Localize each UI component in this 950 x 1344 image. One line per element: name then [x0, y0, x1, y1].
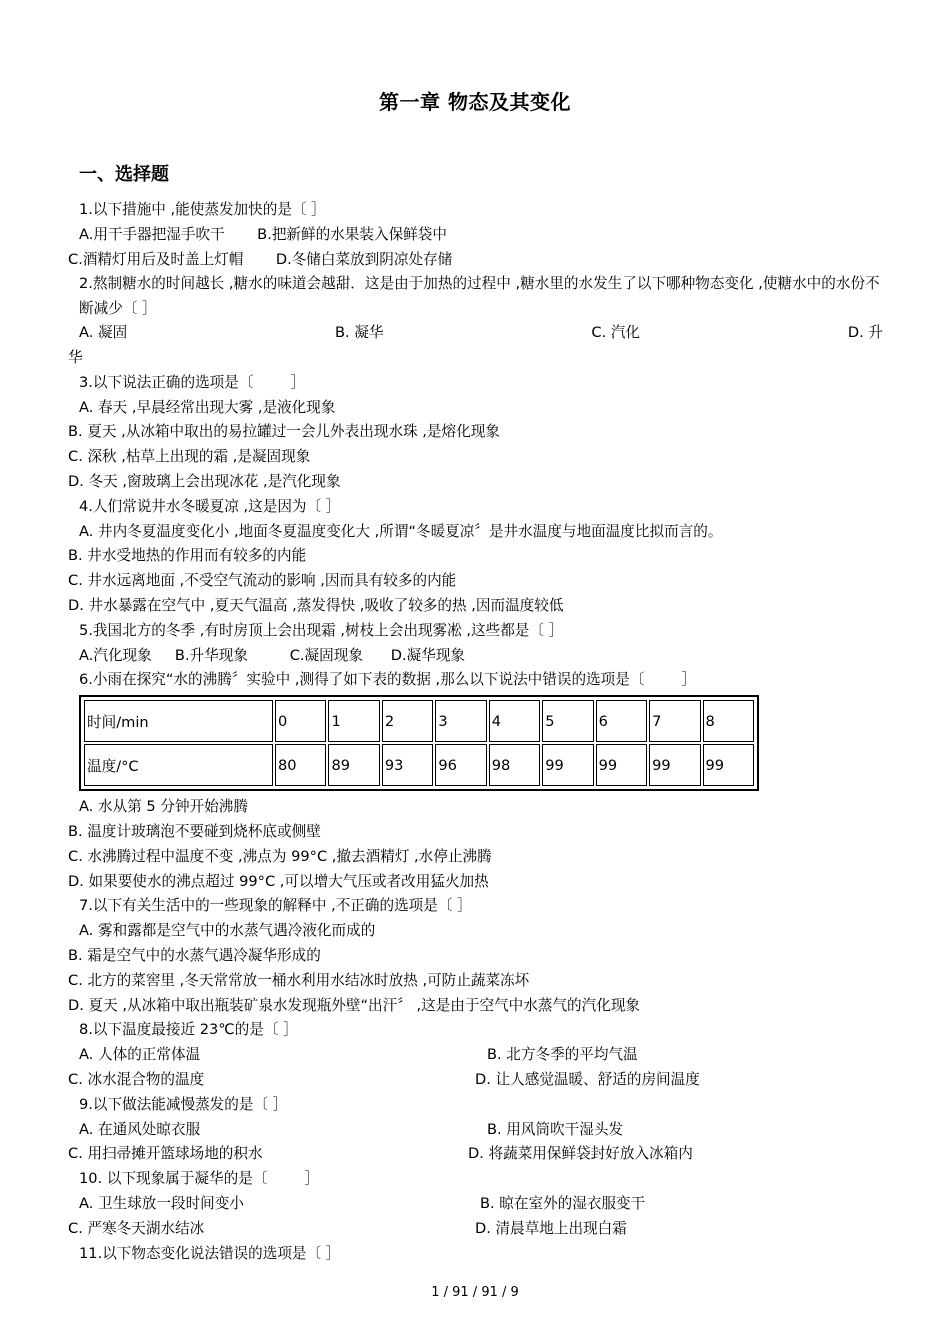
question-6-option-b: B. 温度计玻璃泡不要碰到烧杯底或侧壁 [68, 822, 321, 840]
page-title: 第一章 物态及其变化 [379, 90, 571, 114]
table-cell: 1 [328, 700, 379, 742]
question-9-options-cd [68, 1142, 883, 1167]
question-3-option-d: D. 冬天 ,窗玻璃上会出现冰花 ,是汽化现象 [68, 472, 341, 490]
question-9-option-d: D. 将蔬菜用保鲜袋封好放入冰箱内 [468, 1145, 693, 1163]
table-cell: 99 [542, 744, 593, 786]
question-8-option-b: B. 北方冬季的平均气温 [487, 1046, 638, 1064]
question-5-stem: 5.我国北方的冬季 ,有时房顶上会出现霜 ,树枝上会出现雾凇 ,这些都是〔 ］ [79, 621, 564, 639]
question-8-option-a: A. 人体的正常体温 [79, 1046, 201, 1064]
page-number: 1 / 91 / 91 / 9 [431, 1285, 519, 1300]
table-row [84, 700, 754, 742]
question-8-option-c: C. 冰水混合物的温度 [68, 1070, 205, 1088]
question-4-option-b: B. 井水受地热的作用而有较多的内能 [68, 547, 307, 565]
question-2-option-d-continued: 华 [68, 349, 83, 366]
question-3-option-c: C. 深秋 ,枯草上出现的霜 ,是凝固现象 [68, 448, 311, 466]
question-7-option-b: B. 霜是空气中的水蒸气遇冷凝华形成的 [68, 946, 321, 964]
table-cell: 温度/°C [84, 744, 273, 786]
question-7-option-d: D. 夏天 ,从冰箱中取出瓶装矿泉水发现瓶外壁“出汗〞 ,这是由于空气中水蒸气的汽化现象 [68, 996, 641, 1014]
table-cell: 2 [382, 700, 433, 742]
question-2-stem: 2.熬制糖水的时间越长 ,糖水的味道会越甜．这是由于加热的过程中 ,糖水里的水发生了以下哪种物态变化 ,使糖水中的水份不断减少〔 ］ [79, 275, 880, 317]
question-7-option-a: A. 雾和露都是空气中的水蒸气遇冷液化而成的 [79, 922, 376, 940]
question-9-option-b: B. 用风筒吹干湿头发 [487, 1120, 624, 1138]
question-4-stem: 4.人们常说井水冬暖夏凉 ,这是因为〔 ］ [79, 497, 341, 515]
question-9-option-a: A. 在通风处晾衣服 [79, 1120, 201, 1138]
table-cell: 0 [275, 700, 326, 742]
question-6-option-a: A. 水从第 5 分钟开始沸腾 [79, 798, 248, 816]
table-cell: 3 [435, 700, 486, 742]
section-heading: 一、选择题 [79, 164, 169, 185]
question-10-options-cd [68, 1217, 883, 1242]
table-cell: 99 [649, 744, 700, 786]
data-table [79, 695, 759, 791]
question-8-option-d: D. 让人感觉温暖、舒适的房间温度 [475, 1070, 700, 1088]
table-cell: 99 [596, 744, 647, 786]
question-1-options-ab: A.用干手器把湿手吹干 B.把新鲜的水果装入保鲜袋中 [79, 225, 447, 243]
table-cell: 时间/min [84, 700, 273, 742]
question-7-stem: 7.以下有关生活中的一些现象的解释中 ,不正确的选项是〔 ］ [79, 897, 472, 915]
question-4-option-a: A. 井内冬夏温度变化小 ,地面冬夏温度变化大 ,所谓“冬暖夏凉〞是井水温度与地面温度比拟而言的。 [79, 522, 723, 540]
question-list [68, 198, 883, 1266]
question-10-options-ab [68, 1192, 883, 1217]
question-10-option-d: D. 清晨草地上出现白霜 [475, 1219, 627, 1237]
question-6-option-d: D. 如果要使水的沸点超过 99°C ,可以增大气压或者改用猛火加热 [68, 872, 489, 890]
table-cell: 99 [703, 744, 755, 786]
question-10-option-b: B. 晾在室外的湿衣服变干 [480, 1194, 646, 1212]
question-2-option-d: D. 升 [847, 324, 883, 342]
table-cell: 93 [382, 744, 433, 786]
question-3-stem: 3.以下说法正确的选项是〔 ］ [79, 373, 306, 391]
question-5-options: A.汽化现象 B.升华现象 C.凝固现象 D.凝华现象 [79, 646, 466, 664]
table-cell: 6 [596, 700, 647, 742]
table-cell: 96 [435, 744, 486, 786]
question-1-options-cd: C.酒精灯用后及时盖上灯帽 D.冬储白菜放到阴凉处存储 [68, 250, 453, 268]
question-11-stem: 11.以下物态变化说法错误的选项是〔 ］ [79, 1244, 341, 1262]
question-4-option-d: D. 井水暴露在空气中 ,夏天气温高 ,蒸发得快 ,吸收了较多的热 ,因而温度较低 [68, 596, 564, 614]
question-7-option-c: C. 北方的菜窖里 ,冬天常常放一桶水利用水结冰时放热 ,可防止蔬菜冻坏 [68, 971, 530, 989]
table-row [84, 744, 754, 786]
question-9-stem: 9.以下做法能减慢蒸发的是〔 ］ [79, 1095, 288, 1113]
question-1-stem: 1.以下措施中 ,能使蒸发加快的是〔 ］ [79, 201, 326, 218]
question-10-stem: 10. 以下现象属于凝华的是〔 ］ [79, 1170, 320, 1188]
table-cell: 80 [275, 744, 326, 786]
question-8-stem: 8.以下温度最接近 23℃的是〔 ］ [79, 1021, 298, 1039]
question-2-option-a: A. 凝固 [79, 324, 128, 342]
question-10-option-a: A. 卫生球放一段时间变小 [79, 1194, 244, 1212]
question-2-option-c: C. 汽化 [591, 324, 641, 342]
table-cell: 89 [328, 744, 379, 786]
question-2-options [68, 321, 883, 346]
table-cell: 7 [649, 700, 700, 742]
question-8-options-cd [68, 1068, 883, 1093]
question-6-option-c: C. 水沸腾过程中温度不变 ,沸点为 99°C ,撤去酒精灯 ,水停止沸腾 [68, 847, 492, 865]
table-cell: 4 [489, 700, 540, 742]
question-3-option-b: B. 夏天 ,从冰箱中取出的易拉罐过一会儿外表出现水珠 ,是熔化现象 [68, 423, 500, 441]
question-9-options-ab [68, 1118, 883, 1143]
table-cell: 5 [542, 700, 593, 742]
table-cell: 98 [489, 744, 540, 786]
question-6-stem: 6.小雨在探究“水的沸腾〞实验中 ,测得了如下表的数据 ,那么以下说法中错误的选项是〔 ］ [79, 671, 697, 689]
table-cell: 8 [703, 700, 755, 742]
question-8-options-ab [68, 1043, 883, 1068]
question-9-option-c: C. 用扫帚摊开篮球场地的积水 [68, 1145, 263, 1163]
question-4-option-c: C. 井水远离地面 ,不受空气流动的影响 ,因而具有较多的内能 [68, 572, 457, 590]
question-3-option-a: A. 春天 ,早晨经常出现大雾 ,是液化现象 [79, 398, 336, 416]
question-10-option-c: C. 严寒冬天湖水结冰 [68, 1219, 205, 1237]
question-2-option-b: B. 凝华 [335, 324, 384, 342]
